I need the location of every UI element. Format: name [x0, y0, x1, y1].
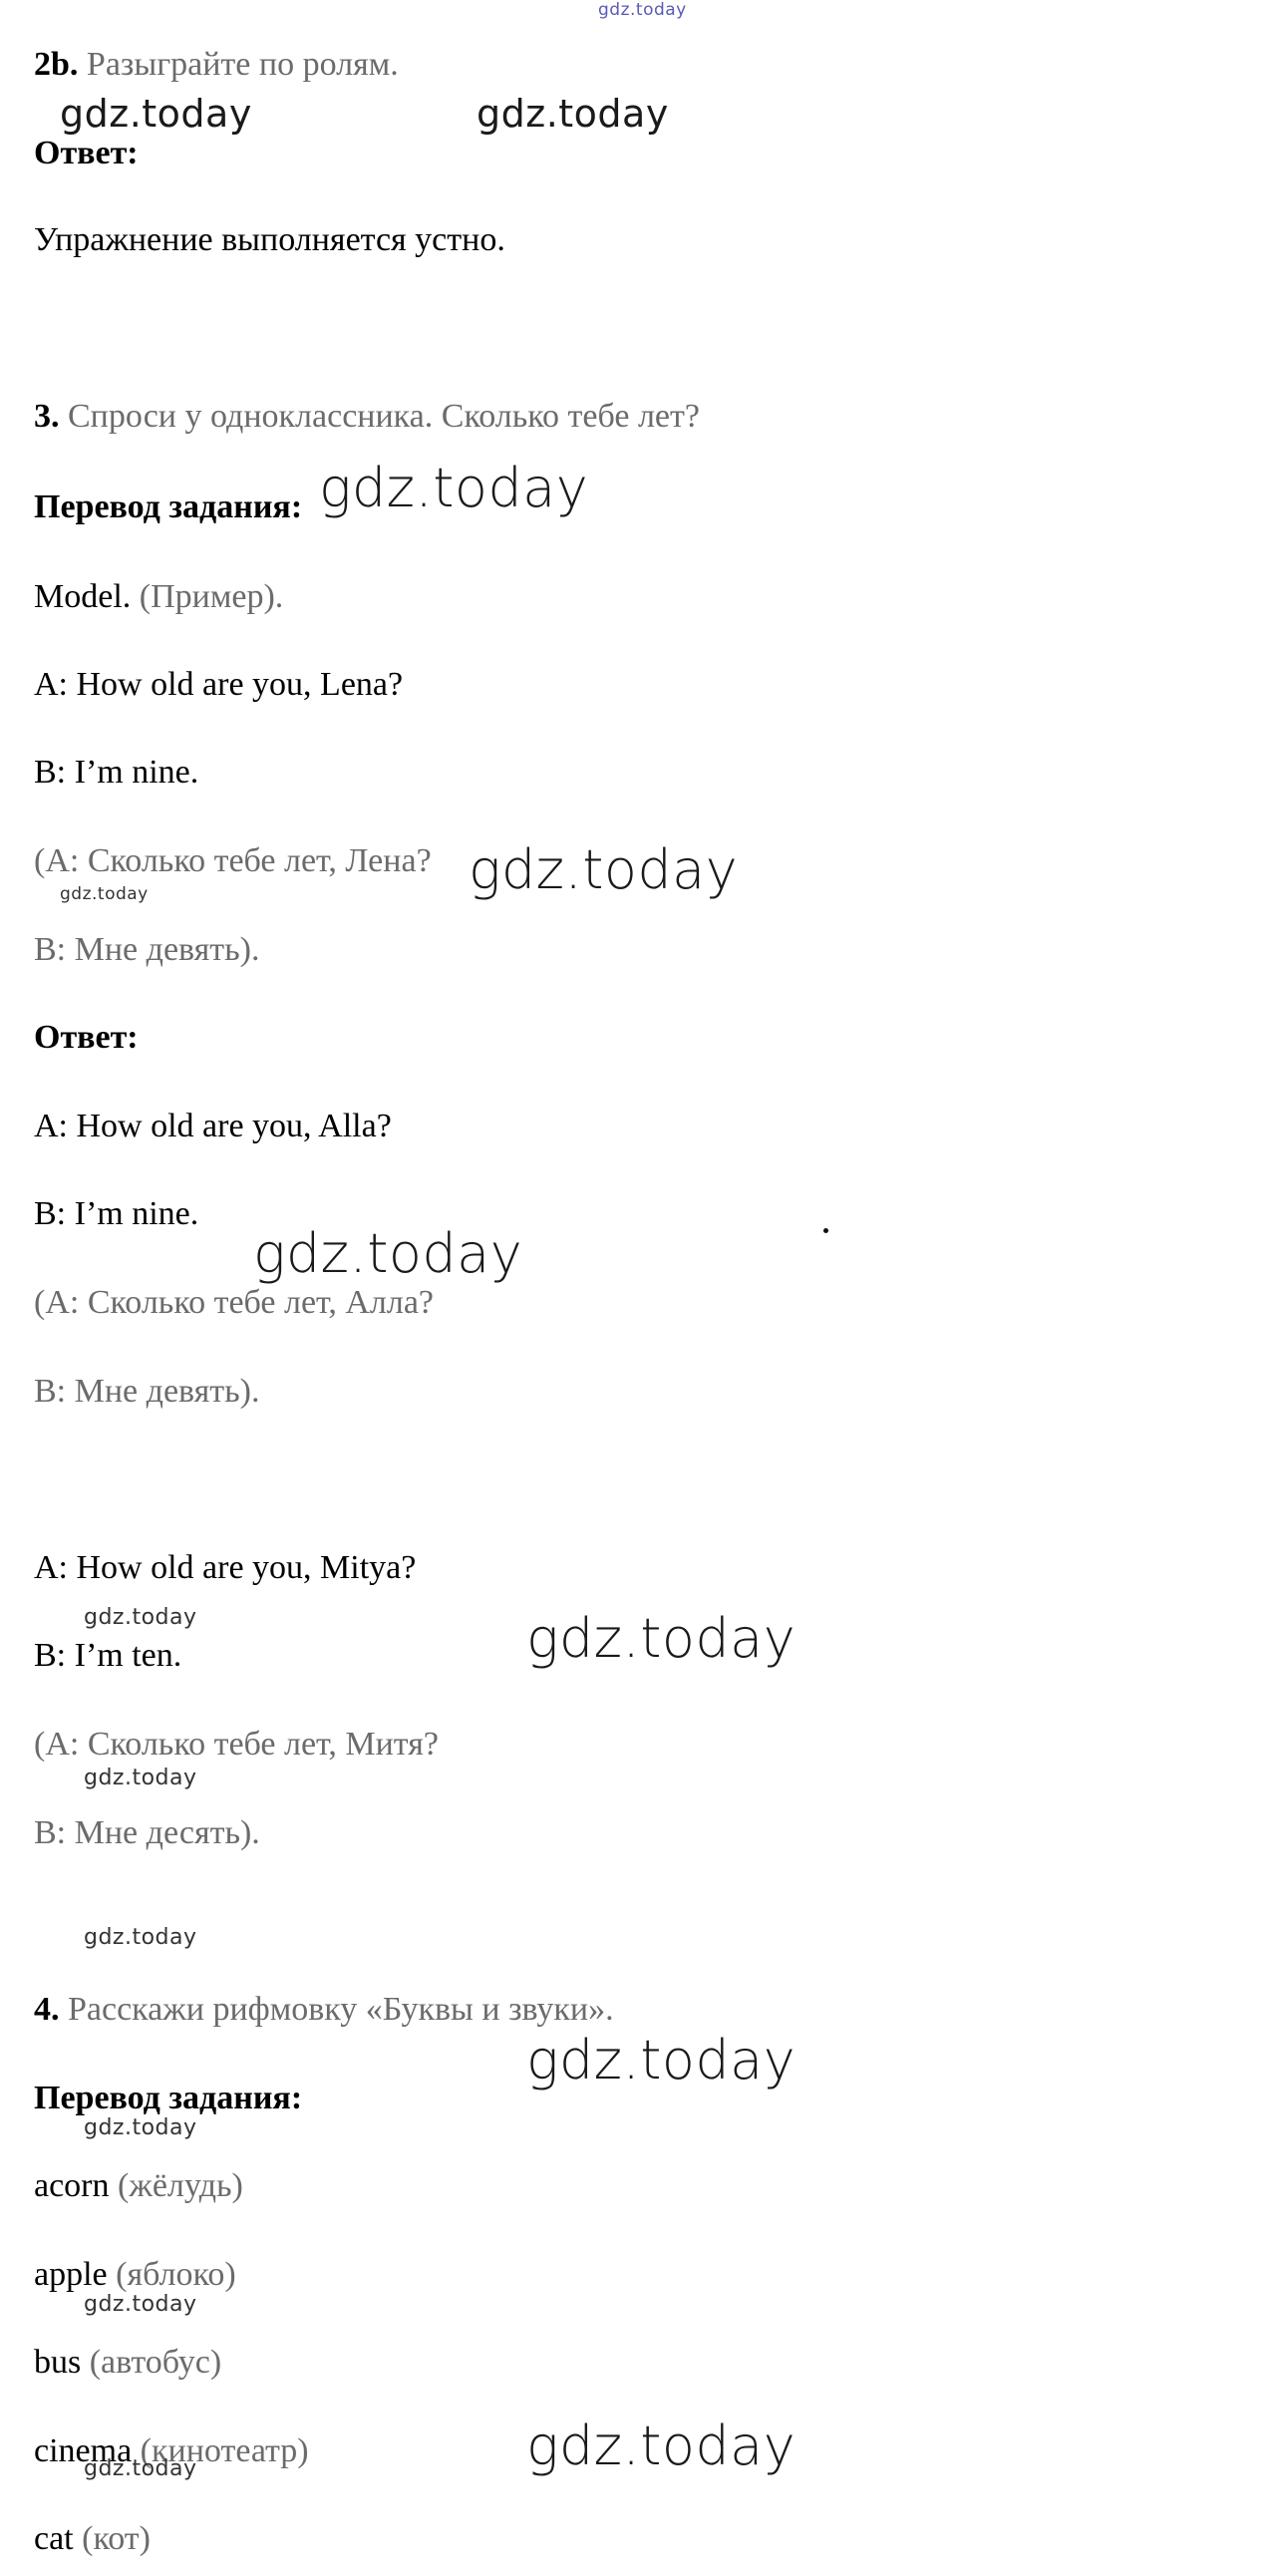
ex3-translation-label: Перевод задания: [34, 488, 303, 525]
ex3-model [34, 577, 283, 617]
ex4-task: Расскажи рифмовку «Буквы и звуки». [68, 1991, 614, 2028]
ex3-d2-ru-b: В: Мне десять). [34, 1814, 260, 1851]
watermark: gdz.today [526, 1607, 797, 1670]
word-ru: (яблоко) [116, 2256, 236, 2293]
ex4-word-row [34, 2519, 151, 2559]
ex4-number: 4. [34, 1991, 60, 2028]
ex3-number: 3. [34, 398, 60, 435]
word-en: acorn [34, 2167, 110, 2204]
ex3-model-a: A: How old are you, Lena? [34, 666, 404, 703]
ex2b-number: 2b. [34, 46, 79, 83]
watermark: gdz.today [60, 92, 252, 136]
ex3-d2-b: B: I’m ten. [34, 1637, 182, 1674]
word-ru: (кот) [82, 2520, 151, 2557]
ex2b-task: Разыграйте по ролям. [86, 46, 399, 83]
ex3-model-label: Model. [34, 578, 132, 615]
watermark-top: gdz.today [598, 0, 687, 20]
ex4-heading [34, 1990, 614, 2030]
ex4-word-row [34, 2166, 243, 2206]
watermark: gdz.today [469, 838, 739, 901]
watermark: gdz.today [60, 884, 149, 904]
ex2b-answer-text: Упражнение выполняется устно. [34, 221, 505, 258]
watermark: gdz.today [477, 92, 669, 136]
ex4-translation-label: Перевод задания: [34, 2080, 303, 2116]
ex3-model-b: B: I’m nine. [34, 754, 199, 791]
ex3-model-ru: (Пример). [139, 578, 284, 615]
ex3-task: Спроси у одноклассника. Сколько тебе лет? [68, 398, 700, 435]
ex4-word-row [34, 2255, 236, 2295]
word-ru: (кинотеатр) [140, 2432, 309, 2469]
stray-dot [823, 1228, 828, 1233]
ex3-d1-b: B: I’m nine. [34, 1195, 199, 1232]
word-en: cat [34, 2520, 74, 2557]
word-ru: (автобус) [89, 2344, 222, 2381]
watermark: gdz.today [84, 1605, 197, 1630]
ex3-answer-label: Ответ: [34, 1019, 139, 1056]
watermark: gdz.today [84, 2292, 197, 2317]
ex2b-heading [34, 45, 399, 85]
ex2b-answer-label: Ответ: [34, 135, 139, 171]
ex3-d2-a: A: How old are you, Mitya? [34, 1549, 417, 1586]
ex4-word-row [34, 2343, 221, 2383]
watermark: gdz.today [526, 2415, 797, 2477]
ex3-model-ru-a: (А: Сколько тебе лет, Лена? [34, 842, 432, 879]
word-en: apple [34, 2256, 108, 2293]
word-en: bus [34, 2344, 82, 2381]
watermark: gdz.today [84, 1925, 197, 1950]
watermark: gdz.today [319, 457, 589, 519]
watermark: gdz.today [84, 1766, 197, 1790]
ex3-model-ru-b: В: Мне девять). [34, 931, 260, 968]
word-ru: (жёлудь) [118, 2167, 243, 2204]
watermark: gdz.today [84, 2115, 197, 2140]
ex3-heading [34, 397, 700, 437]
watermark: gdz.today [526, 2029, 797, 2092]
watermark: gdz.today [253, 1222, 523, 1285]
ex3-d1-ru-a: (А: Сколько тебе лет, Алла? [34, 1284, 435, 1321]
ex3-d1-a: A: How old are you, Alla? [34, 1108, 392, 1144]
watermark: gdz.today [84, 2456, 197, 2481]
ex3-d2-ru-a: (А: Сколько тебе лет, Митя? [34, 1726, 439, 1763]
word-en: cinema [34, 2432, 133, 2469]
ex3-d1-ru-b: В: Мне девять). [34, 1373, 260, 1410]
